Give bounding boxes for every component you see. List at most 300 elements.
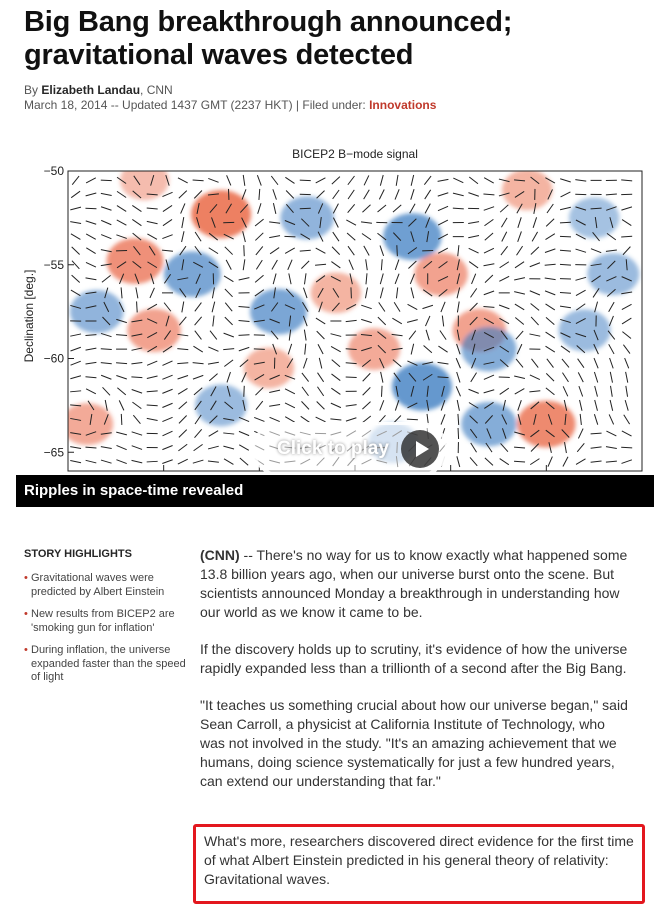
polarization-vector — [224, 276, 233, 282]
polarization-vector — [70, 391, 81, 392]
polarization-vector — [407, 320, 418, 323]
polarization-vector — [101, 180, 112, 181]
polarization-vector — [116, 363, 127, 364]
author-link[interactable]: Elizabeth Landau — [41, 83, 140, 97]
polarization-vector — [116, 432, 127, 435]
polarization-vector — [285, 403, 295, 408]
polarization-vector — [182, 231, 184, 242]
polarization-vector — [546, 317, 554, 324]
polarization-vector — [162, 460, 172, 464]
polarization-vector — [485, 458, 493, 465]
polarization-vector — [85, 377, 96, 378]
polarization-vector — [317, 331, 325, 339]
polarization-vector — [609, 302, 614, 312]
polarization-vector — [624, 415, 630, 424]
polarization-vector — [595, 400, 598, 411]
polarization-vector — [623, 345, 630, 354]
polarization-vector — [270, 248, 279, 254]
polarization-vector — [300, 180, 311, 181]
polarization-vector — [380, 175, 383, 186]
polarization-vector — [578, 372, 583, 382]
polarization-vector — [576, 304, 585, 310]
polarization-vector — [288, 344, 291, 354]
polarization-vector — [438, 362, 449, 364]
polarization-vector — [424, 176, 431, 185]
polarization-vector — [381, 259, 382, 270]
polarization-vector — [332, 360, 340, 367]
polarization-vector — [594, 372, 597, 382]
polarization-vector — [119, 400, 124, 410]
polarization-vector — [622, 460, 632, 464]
video-player[interactable] — [16, 140, 654, 475]
polarization-vector — [116, 445, 126, 449]
polarization-vector — [515, 318, 524, 325]
polarization-vector — [70, 334, 81, 336]
polarization-vector — [208, 347, 218, 351]
polarization-vector — [178, 376, 188, 379]
polarization-vector — [532, 232, 537, 242]
polarization-vector — [361, 319, 372, 322]
polarization-vector — [365, 287, 367, 298]
polarization-vector — [594, 414, 597, 424]
polarization-vector — [209, 431, 218, 437]
polarization-vector — [484, 248, 494, 253]
section-link[interactable]: Innovations — [369, 98, 436, 112]
polarization-vector — [301, 401, 309, 409]
polarization-vector — [179, 416, 187, 424]
click-to-play-button[interactable] — [252, 422, 448, 475]
polarization-vector — [395, 274, 399, 284]
polarization-vector — [177, 349, 188, 350]
polarization-vector — [361, 305, 371, 309]
polarization-vector — [407, 419, 418, 420]
polarization-vector — [316, 178, 326, 183]
polarization-vector — [394, 302, 400, 311]
polarization-vector — [580, 414, 581, 425]
polarization-vector — [514, 461, 525, 462]
polarization-vector — [223, 446, 234, 449]
polarization-vector — [318, 344, 323, 354]
polarization-vector — [86, 362, 97, 364]
polarization-vector — [396, 175, 398, 186]
polarization-vector — [240, 458, 248, 465]
polarization-vector — [101, 220, 111, 224]
polarization-vector — [547, 359, 554, 368]
polarization-vector — [380, 288, 383, 299]
polarization-vector — [609, 316, 613, 326]
polarization-vector — [453, 178, 463, 183]
polarization-vector — [71, 234, 81, 240]
polarization-vector — [224, 333, 234, 337]
polarization-vector — [239, 347, 249, 351]
polarization-vector — [484, 390, 495, 393]
signal-blob — [517, 401, 575, 448]
polarization-vector — [518, 231, 522, 241]
polarization-vector — [471, 373, 477, 382]
polarization-vector — [316, 248, 326, 253]
polarization-vector — [255, 219, 264, 226]
y-tick-label: −60 — [44, 352, 65, 366]
polarization-vector — [101, 193, 112, 195]
polarization-vector — [182, 217, 184, 228]
polarization-vector — [378, 317, 386, 325]
polarization-vector — [576, 290, 586, 295]
polarization-vector — [132, 219, 141, 225]
chart-title: BICEP2 B−mode signal — [292, 147, 418, 161]
polarization-vector — [606, 250, 617, 251]
polarization-vector — [239, 417, 249, 421]
polarization-vector — [396, 287, 397, 298]
polarization-vector — [441, 414, 445, 424]
polarization-vector — [470, 288, 476, 297]
byline-prefix: By — [24, 83, 38, 97]
polarization-vector — [591, 461, 602, 462]
polarization-vector — [285, 177, 294, 183]
polarization-vector — [269, 405, 280, 407]
signal-blob — [587, 253, 639, 295]
story-highlights-title: STORY HIGHLIGHTS — [24, 548, 132, 560]
polarization-vector — [422, 305, 432, 308]
polarization-vector — [623, 247, 630, 255]
polarization-vector — [380, 400, 384, 410]
polarization-vector — [132, 390, 142, 394]
polarization-vector — [442, 316, 443, 327]
polarization-vector — [546, 346, 555, 352]
polarization-vector — [178, 444, 187, 451]
polarization-vector — [147, 418, 158, 420]
signal-blob — [559, 309, 611, 351]
polarization-vector — [147, 361, 157, 365]
polarization-vector — [162, 431, 172, 436]
polarization-vector — [193, 346, 202, 352]
polarization-vector — [273, 189, 277, 199]
polarization-vector — [546, 219, 554, 227]
polarization-vector — [85, 447, 96, 448]
headline-line-2: gravitational waves detected — [24, 39, 413, 71]
polarization-vector — [514, 447, 525, 448]
polarization-vector — [501, 218, 507, 227]
polarization-vector — [179, 317, 186, 325]
highlight-item: • New results from BICEP2 are 'smoking gun for inflation' — [24, 608, 194, 635]
polarization-vector — [366, 259, 368, 270]
polarization-vector — [244, 245, 245, 256]
polarization-vector — [132, 348, 143, 350]
polarization-vector — [193, 180, 204, 181]
polarization-vector — [289, 273, 291, 284]
signal-blob — [195, 384, 247, 426]
polarization-vector — [86, 389, 96, 394]
polarization-vector — [105, 400, 107, 411]
polarization-vector — [457, 372, 460, 382]
polarization-vector — [212, 302, 215, 313]
polarization-vector — [101, 375, 111, 379]
polarization-vector — [305, 344, 306, 355]
polarization-vector — [576, 459, 585, 465]
polarization-vector — [86, 348, 97, 350]
polarization-vector — [606, 447, 617, 449]
polarization-vector — [530, 459, 539, 465]
polarization-vector — [591, 249, 601, 253]
polarization-vector — [485, 275, 493, 283]
polarization-vector — [457, 456, 460, 467]
polarization-vector — [132, 432, 142, 435]
signal-blob — [502, 169, 552, 210]
signal-blob — [61, 403, 113, 445]
polarization-vector — [117, 220, 127, 225]
polarization-vector — [621, 236, 632, 237]
polarization-vector — [333, 190, 339, 199]
polarization-vector — [242, 372, 247, 382]
polarization-vector — [380, 274, 383, 285]
polarization-vector — [348, 176, 355, 185]
polarization-vector — [256, 260, 262, 269]
polarization-vector — [409, 331, 416, 340]
polarization-vector — [162, 250, 173, 251]
polarization-vector — [300, 250, 311, 251]
polarization-vector — [561, 192, 571, 197]
polarization-vector — [499, 305, 509, 309]
polarization-vector — [607, 233, 616, 240]
polarization-vector — [346, 418, 356, 421]
polarization-vector — [548, 457, 552, 467]
cnn-dateline: (CNN) — [200, 547, 240, 563]
polarization-vector — [147, 405, 158, 406]
polarization-vector — [529, 334, 540, 336]
polarization-vector — [560, 306, 571, 308]
polarization-vector — [209, 248, 218, 254]
polarization-vector — [147, 234, 157, 239]
polarization-vector — [546, 304, 555, 310]
polarization-vector — [70, 447, 81, 449]
polarization-vector — [273, 203, 275, 214]
polarization-vector — [243, 259, 245, 270]
polarization-vector — [331, 403, 341, 407]
polarization-vector — [223, 433, 234, 434]
polarization-vector — [131, 362, 142, 363]
polarization-vector — [502, 232, 507, 242]
y-tick-label: −50 — [44, 164, 65, 178]
polarization-vector — [259, 189, 260, 200]
polarization-vector — [468, 235, 479, 237]
polarization-vector — [258, 203, 261, 213]
polarization-vector — [469, 248, 479, 253]
polarization-vector — [362, 205, 370, 212]
polarization-vector — [208, 461, 219, 462]
polarization-vector — [626, 386, 628, 397]
polarization-vector — [458, 414, 459, 425]
polarization-vector — [116, 376, 126, 379]
polarization-vector — [545, 264, 556, 265]
polarization-vector — [347, 233, 355, 240]
polarization-vector — [533, 217, 536, 227]
polarization-vector — [255, 387, 263, 395]
polarization-vector — [273, 274, 276, 285]
polarization-vector — [411, 189, 414, 199]
polarization-vector — [609, 414, 613, 424]
video-caption: Ripples in space-time revealed — [16, 475, 654, 507]
polarization-vector — [471, 443, 477, 452]
polarization-vector — [456, 386, 460, 396]
polarization-vector — [514, 278, 525, 280]
y-tick-label: −55 — [44, 258, 65, 272]
polarization-vector — [131, 377, 142, 378]
polarization-vector — [578, 429, 583, 439]
polarization-vector — [411, 288, 414, 299]
polarization-vector — [213, 316, 214, 327]
polarization-vector — [256, 401, 263, 410]
polarization-vector — [195, 331, 202, 340]
polarization-vector — [472, 274, 476, 284]
polarization-vector — [622, 431, 632, 436]
polarization-vector — [575, 180, 586, 182]
polarization-vector — [209, 374, 217, 381]
polarization-vector — [132, 402, 141, 408]
polarization-vector — [302, 387, 309, 396]
polarization-vector — [71, 290, 80, 296]
polarization-vector — [364, 246, 369, 256]
polarization-vector — [363, 387, 371, 395]
polarization-vector — [516, 359, 523, 368]
polarization-vector — [239, 278, 250, 280]
polarization-vector — [163, 205, 172, 211]
polarization-vector — [579, 386, 583, 396]
polarization-vector — [86, 178, 96, 183]
polarization-vector — [484, 291, 494, 295]
polarization-vector — [208, 178, 218, 182]
polarization-vector — [195, 317, 202, 325]
polarization-vector — [208, 446, 219, 449]
polarization-vector — [346, 220, 356, 225]
polarization-vector — [271, 176, 278, 185]
polarization-vector — [303, 358, 307, 368]
polarization-vector — [438, 206, 448, 210]
polarization-vector — [301, 261, 309, 269]
polarization-vector — [182, 302, 184, 313]
signal-blob — [250, 289, 307, 335]
polarization-vector — [178, 388, 187, 394]
polarization-vector — [531, 303, 540, 310]
polarization-vector — [500, 388, 509, 394]
polarization-vector — [441, 302, 445, 312]
story-highlights-list — [24, 572, 194, 694]
polarization-vector — [332, 247, 340, 255]
polarization-vector — [379, 302, 385, 311]
polarization-vector — [117, 191, 126, 197]
polarization-vector — [333, 232, 339, 241]
polarization-vector — [227, 175, 231, 185]
polarization-vector — [331, 374, 340, 381]
polarization-vector — [210, 331, 217, 340]
polarization-vector — [71, 361, 81, 365]
polarization-vector — [269, 236, 280, 238]
polarization-vector — [393, 205, 401, 212]
polarization-vector — [457, 302, 459, 313]
polarization-vector — [515, 304, 524, 310]
polarization-vector — [162, 375, 172, 379]
polarization-vector — [179, 430, 187, 438]
polarization-vector — [101, 349, 112, 350]
polarization-vector — [150, 288, 155, 298]
polarization-vector — [514, 292, 525, 294]
polarization-vector — [147, 376, 158, 379]
polarization-vector — [225, 247, 233, 255]
polarization-vector — [285, 248, 295, 253]
polarization-vector — [546, 373, 554, 381]
polarization-vector — [392, 318, 401, 324]
polarization-vector — [101, 235, 111, 239]
polarization-vector — [257, 175, 261, 185]
highlighted-paragraph-box — [193, 824, 645, 904]
polarization-vector — [361, 222, 372, 223]
polarization-vector — [147, 208, 158, 209]
polarization-vector — [580, 400, 582, 411]
polarization-vector — [545, 249, 555, 253]
polarization-vector — [576, 249, 586, 252]
polarization-vector — [484, 178, 494, 183]
polarization-vector — [304, 330, 306, 341]
polarization-vector — [531, 359, 538, 368]
polarization-vector — [410, 204, 415, 214]
polarization-vector — [132, 446, 142, 450]
polarization-vector — [317, 401, 325, 409]
polarization-vector — [625, 400, 628, 411]
polarization-vector — [348, 204, 355, 212]
polarization-vector — [318, 373, 324, 382]
polarization-vector — [195, 415, 201, 424]
polarization-vector — [331, 346, 341, 351]
polarization-vector — [121, 414, 122, 425]
polarization-vector — [70, 207, 81, 210]
polarization-vector — [163, 219, 172, 225]
polarization-vector — [408, 261, 416, 269]
polarization-vector — [531, 317, 538, 325]
signal-blob — [127, 309, 181, 352]
polarization-vector — [381, 372, 383, 383]
polarization-vector — [254, 417, 264, 421]
polarization-vector — [425, 204, 430, 214]
polarization-vector — [565, 442, 567, 453]
polarization-vector — [86, 460, 97, 463]
polarization-vector — [286, 191, 294, 199]
polarization-vector — [72, 176, 79, 185]
polarization-vector — [457, 344, 461, 354]
polarization-vector — [622, 318, 631, 324]
polarization-vector — [470, 457, 477, 465]
polarization-vector — [223, 349, 234, 350]
dateline — [24, 97, 436, 113]
polarization-vector — [560, 293, 571, 294]
signal-blob — [191, 190, 251, 238]
polarization-vector — [224, 459, 233, 465]
polarization-vector — [530, 291, 540, 295]
polarization-vector — [545, 234, 554, 240]
polarization-vector — [514, 376, 525, 378]
polarization-vector — [179, 402, 187, 409]
polarization-vector — [348, 190, 354, 199]
polarization-vector — [195, 232, 201, 241]
paragraph-2: If the discovery holds up to scrutiny, it's evidence of how the universe rapidly expanded less than a trillionth of a second after the Big Bang. — [200, 640, 630, 678]
polarization-vector — [560, 207, 571, 209]
polarization-vector — [515, 262, 524, 268]
polarization-vector — [349, 260, 353, 270]
polarization-vector — [227, 372, 230, 382]
polarization-vector — [147, 221, 158, 223]
polarization-vector — [606, 461, 617, 462]
paragraph-1 — [200, 546, 630, 622]
polarization-vector — [272, 260, 278, 270]
polarization-vector — [456, 358, 460, 368]
polarization-vector — [162, 403, 172, 407]
